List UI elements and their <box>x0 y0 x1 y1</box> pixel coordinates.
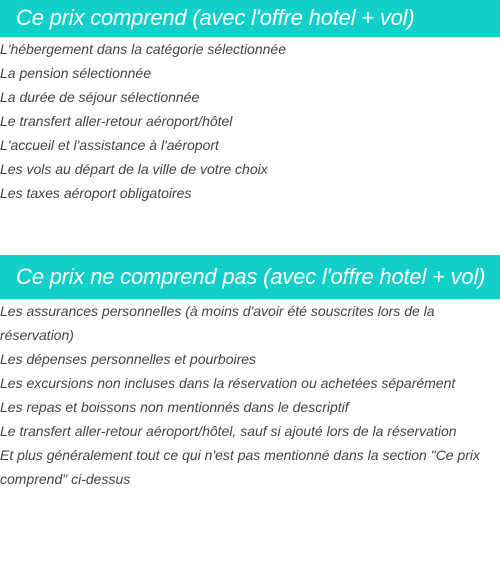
list-item: Et plus généralement tout ce qui n'est pas mentionné dans la section "Ce prix comprend" ci-dessus <box>0 447 481 487</box>
list-item: Le transfert aller-retour aéroport/hôtel <box>0 113 233 129</box>
includes-section <box>0 0 500 205</box>
list-item: L'accueil et l'assistance à l'aéroport <box>0 137 219 153</box>
list-item: Les excursions non incluses dans la réservation ou achetées séparément <box>0 375 456 391</box>
section-spacer <box>0 205 500 255</box>
list-item: Les vols au départ de la ville de votre choix <box>0 161 268 177</box>
includes-list <box>0 37 500 205</box>
list-item: La durée de séjour sélectionnée <box>0 89 200 105</box>
list-item: Les repas et boissons non mentionnés dans le descriptif <box>0 399 349 415</box>
list-item: L'hébergement dans la catégorie sélectionnée <box>0 41 286 57</box>
list-item: Le transfert aller-retour aéroport/hôtel, sauf si ajouté lors de la réservation <box>0 423 457 439</box>
list-item: Les dépenses personnelles et pourboires <box>0 351 257 367</box>
list-item: Les assurances personnelles (à moins d'avoir été souscrites lors de la réservation) <box>0 303 435 343</box>
list-item: Les taxes aéroport obligatoires <box>0 185 192 201</box>
excludes-list <box>0 299 500 491</box>
list-item: La pension sélectionnée <box>0 65 152 81</box>
excludes-section <box>0 255 500 491</box>
excludes-title: Ce prix ne comprend pas (avec l'offre hotel + vol) <box>0 255 500 299</box>
includes-title: Ce prix comprend (avec l'offre hotel + vol) <box>0 0 500 37</box>
